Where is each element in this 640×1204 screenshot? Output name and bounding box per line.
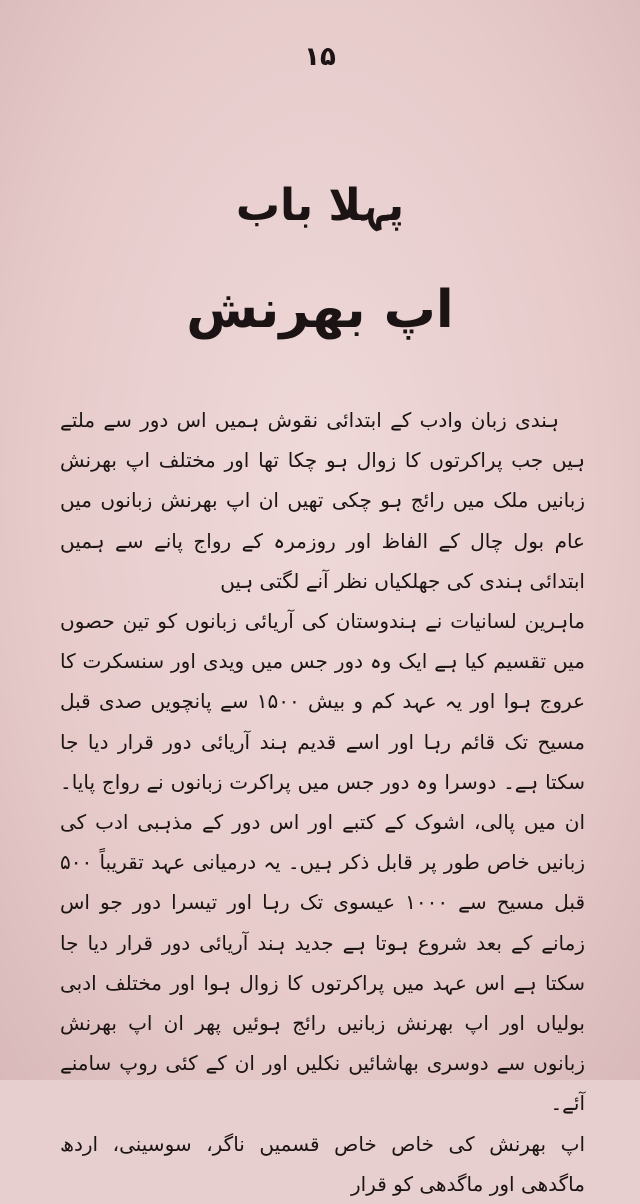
paragraph: اپ بھرنش کی خاص خاص قسمیں ناگر، سوسینی، اردھ ماگدھی اور ماگدھی کو قرار bbox=[60, 1131, 585, 1196]
paragraph: ماہرین لسانیات نے ہندوستان کی آریائی زبانوں کو تین حصوں میں تقسیم کیا ہے ایک وہ دور جس میں ویدی اور سنسکرت کا عروج ہوا اور یہ عہد کم و بیش ۱۵۰۰ سے پانچویں صدی قبل مسیح تک قائم رہا اور اسے قدیم ہند آریائی دور قرار دیا جا سکتا ہے۔ دوسرا وہ دور جس میں پراکرت زبانوں نے رواج پایا۔ ان میں پالی، اشوک کے کتبے اور اس دور کے مذہبی ادب کی زبانیں خاص طور پر قابل ذکر ہیں۔ یہ درمیانی عہد تقریباً ۵۰۰ قبل مسیح سے ۱۰۰۰ عیسوی تک رہا اور تیسرا دور جو اس زمانے کے بعد شروع ہوتا ہے جدید ہند آریائی دور قرار دیا جا سکتا ہے اس عہد میں پراکرتوں کا زوال ہوا اور مختلف ادبی بولیاں اور اپ بھرنش زبانیں رائج ہوئیں پھر ان اپ بھرنش زبانوں سے دوسری بھاشائیں نکلیں اور ان کے کئی روپ سامنے آئے۔ bbox=[60, 609, 586, 1116]
body-text bbox=[60, 400, 585, 1204]
chapter-title: اپ بھرنش bbox=[186, 280, 454, 340]
chapter-heading: پہلا باب bbox=[235, 180, 405, 231]
paragraph: ہندی زبان وادب کے ابتدائی نقوش ہمیں اس دور سے ملتے ہیں جب پراکرتوں کا زوال ہو چکا تھا اور مختلف اپ بھرنش زبانیں ملک میں رائج ہو چکی تھیں ان اپ بھرنش زبانوں میں عام بول چال کے الفاظ اور روزمرہ کے رواج پانے سے ہمیں ابتدائی ہندی کی جھلکیاں نظر آنے لگتی ہیں bbox=[60, 408, 585, 593]
page-number: ۱۵ bbox=[304, 42, 336, 72]
